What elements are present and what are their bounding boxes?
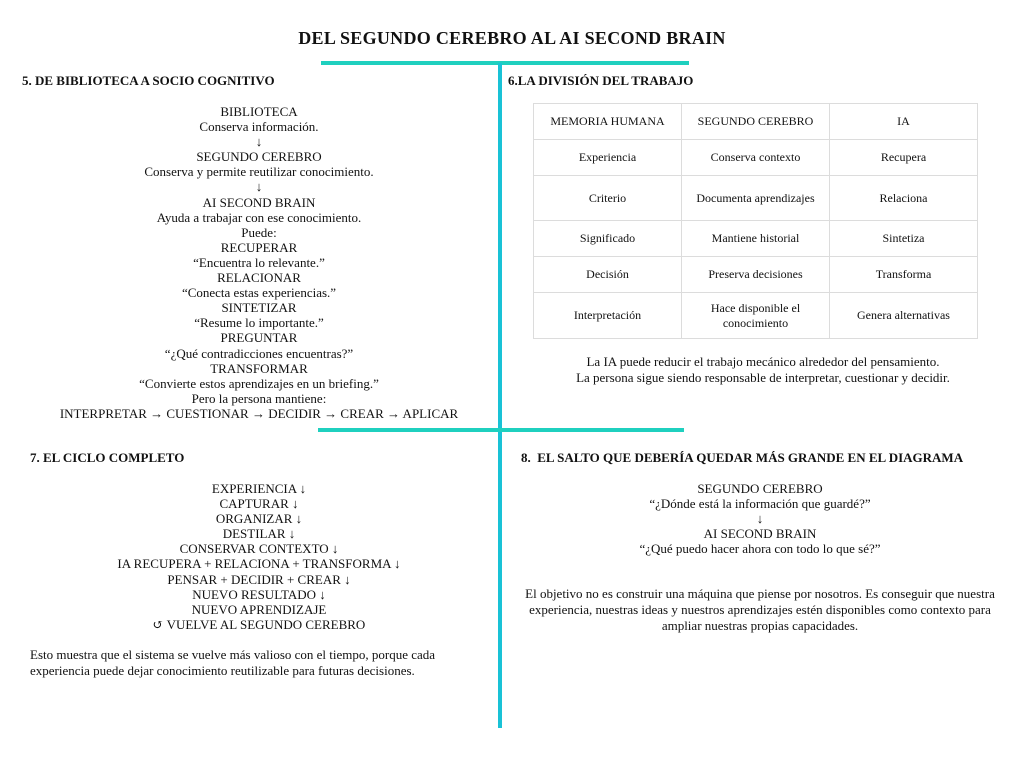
cycle-step: NUEVO RESULTADO ↓ xyxy=(192,586,326,602)
flow-line: AI SECOND BRAIN xyxy=(202,194,316,210)
cycle-step: CONSERVAR CONTEXTO ↓ xyxy=(179,541,339,557)
table-cell: Interpretación xyxy=(534,293,682,339)
flow-line: SEGUNDO CEREBRO xyxy=(196,149,322,165)
section8-note: El objetivo no es construir una máquina que piense por nosotros. Es conseguir que nuestra experiencia, nuestras ideas y nuestros aprendizajes estén disponibles como contexto para ampliar nuestras propias capacidades. xyxy=(525,586,995,633)
leap-line: “¿Dónde está la información que guardé?” xyxy=(649,496,871,512)
leap-line: AI SECOND BRAIN xyxy=(703,526,817,542)
table-header-row xyxy=(534,104,978,140)
cycle-step: ORGANIZAR ↓ xyxy=(215,511,303,527)
table-cell: Transforma xyxy=(830,257,978,293)
table-cell: Significado xyxy=(534,221,682,257)
table-cell: Genera alternativas xyxy=(830,293,978,339)
table-cell: Recupera xyxy=(830,140,978,176)
vertical-divider xyxy=(498,63,502,728)
flow-line: TRANSFORMAR xyxy=(210,360,308,376)
table-cell: Decisión xyxy=(534,257,682,293)
table-cell: Preserva decisiones xyxy=(682,257,830,293)
table-cell: Documenta aprendizajes xyxy=(682,176,830,221)
leap-line: “¿Qué puedo hacer ahora con todo lo que sé?” xyxy=(639,541,881,557)
section6-heading: 6.LA DIVISIÓN DEL TRABAJO xyxy=(508,73,694,88)
arrow-down-icon: ↓ xyxy=(255,134,263,150)
table-cell: Criterio xyxy=(534,176,682,221)
section8-heading: 8. EL SALTO QUE DEBERÍA QUEDAR MÁS GRANDE EN EL DIAGRAMA xyxy=(521,450,964,465)
section5-heading: 5. DE BIBLIOTECA A SOCIO COGNITIVO xyxy=(22,73,275,88)
flow-line: Puede: xyxy=(241,224,277,240)
flow-line: “¿Qué contradicciones encuentras?” xyxy=(164,345,354,361)
flow-line: RECUPERAR xyxy=(220,239,298,255)
cycle-step: IA RECUPERA + RELACIONA + TRANSFORMA ↓ xyxy=(117,556,401,572)
table-row xyxy=(534,257,978,293)
section6-note xyxy=(508,354,1018,386)
table-header: MEMORIA HUMANA xyxy=(534,104,682,140)
flow-line: Pero la persona mantiene: xyxy=(191,390,327,406)
section7-cycle xyxy=(30,481,488,632)
note-line: La persona sigue siendo responsable de interpretar, cuestionar y decidir. xyxy=(576,370,950,385)
flow-line: PREGUNTAR xyxy=(220,330,298,346)
table-header: SEGUNDO CEREBRO xyxy=(682,104,830,140)
cycle-step: DESTILAR ↓ xyxy=(222,526,296,542)
flow-line: “Convierte estos aprendizajes en un briefing.” xyxy=(139,375,379,391)
page-title: DEL SEGUNDO CEREBRO AL AI SECOND BRAIN xyxy=(298,28,726,48)
flow-line: “Encuentra lo relevante.” xyxy=(193,254,325,270)
flow-line: Conserva y permite reutilizar conocimiento. xyxy=(144,164,374,180)
table-row xyxy=(534,140,978,176)
arrow-down-icon: ↓ xyxy=(255,179,263,195)
top-divider xyxy=(321,61,689,65)
flow-line: RELACIONAR xyxy=(217,270,301,286)
arrow-down-icon: ↓ xyxy=(756,511,764,527)
middle-divider xyxy=(318,428,684,432)
cycle-step: PENSAR + DECIDIR + CREAR ↓ xyxy=(167,571,351,587)
cycle-step: NUEVO APRENDIZAJE xyxy=(191,601,327,617)
cycle-step: CAPTURAR ↓ xyxy=(219,496,299,512)
table-row xyxy=(534,293,978,339)
flow-line: Ayuda a trabajar con ese conocimiento. xyxy=(156,209,362,225)
table-cell: Mantiene historial xyxy=(682,221,830,257)
cycle-step: EXPERIENCIA ↓ xyxy=(211,481,307,496)
flow-line: SINTETIZAR xyxy=(221,300,297,316)
section5-flow xyxy=(40,104,478,421)
table-cell: Sintetiza xyxy=(830,221,978,257)
table-row xyxy=(534,221,978,257)
table-cell: Conserva contexto xyxy=(682,140,830,176)
flow-line: “Resume lo importante.” xyxy=(194,315,324,331)
leap-line: SEGUNDO CEREBRO xyxy=(697,481,823,496)
flow-line: BIBLIOTECA xyxy=(220,104,298,119)
section8-leap xyxy=(510,481,1010,556)
section7-note: Esto muestra que el sistema se vuelve más valioso con el tiempo, porque cada experiencia puede dejar conocimiento reutilizable para futuras decisiones. xyxy=(30,647,436,678)
flow-line: INTERPRETAR → CUESTIONAR → DECIDIR → CREAR → APLICAR xyxy=(59,405,459,421)
section7-heading: 7. EL CICLO COMPLETO xyxy=(30,450,185,465)
table-cell: Hace disponible el conocimiento xyxy=(682,293,830,339)
table-row xyxy=(534,176,978,221)
table-cell: Experiencia xyxy=(534,140,682,176)
table-cell: Relaciona xyxy=(830,176,978,221)
table-header: IA xyxy=(830,104,978,140)
flow-line: “Conecta estas experiencias.” xyxy=(181,285,337,301)
flow-line: Conserva información. xyxy=(199,119,319,135)
cycle-step: ↺ VUELVE AL SEGUNDO CEREBRO xyxy=(152,616,366,632)
note-line: La IA puede reducir el trabajo mecánico alrededor del pensamiento. xyxy=(586,354,940,369)
division-table xyxy=(533,103,978,339)
